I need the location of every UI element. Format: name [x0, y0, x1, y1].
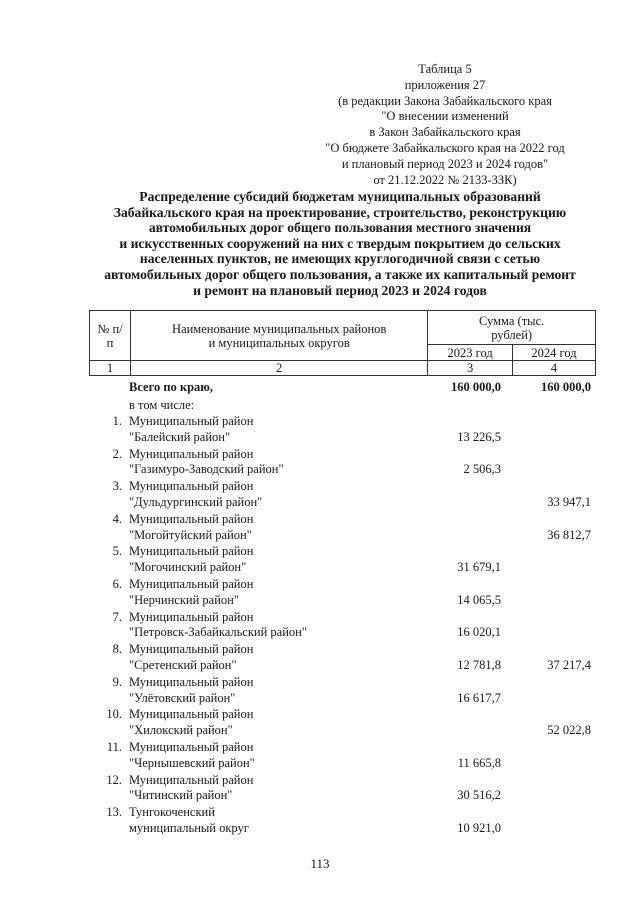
- row-number: 9.: [112, 674, 122, 689]
- table-body: [100, 380, 596, 835]
- row-number: 6.: [112, 576, 122, 591]
- row-2024: 52 022,8: [547, 723, 591, 738]
- title-line: Распределение субсидий бюджетам муниципальных образований: [139, 189, 541, 204]
- row-name-line1: Муниципальный район: [129, 707, 254, 722]
- table-row: [100, 642, 596, 675]
- row-name-line2: "Хилокский район": [129, 723, 233, 738]
- row-2023: 10 921,0: [457, 820, 501, 835]
- table-row: [100, 512, 596, 545]
- header-note: [300, 62, 590, 188]
- row-2023: 30 516,2: [457, 788, 501, 803]
- row-name-line2: "Петровск-Забайкальский район": [129, 625, 307, 640]
- total-row: [100, 380, 596, 398]
- row-2023: 31 679,1: [457, 560, 501, 575]
- row-name-line1: Муниципальный район: [129, 414, 254, 428]
- row-name-line1: Муниципальный район: [129, 479, 254, 494]
- row-name-line1: Тунгокоченский: [129, 805, 215, 820]
- header-name: Наименование муниципальных районов и муниципальных округов: [131, 311, 428, 361]
- header-note-line: приложения 27: [404, 77, 486, 92]
- header-note-line: (в редакции Закона Забайкальского края: [338, 93, 552, 108]
- row-2023: 12 781,8: [457, 657, 501, 672]
- row-name-line2: "Дульдургинский район": [129, 494, 263, 509]
- table-row: [100, 544, 596, 577]
- col-number: 3: [428, 361, 513, 376]
- row-name-line1: Муниципальный район: [129, 446, 254, 461]
- row-number: 13.: [106, 805, 122, 820]
- row-name-line1: Муниципальный район: [129, 674, 254, 689]
- header-year-2024: 2024 год: [513, 345, 596, 361]
- col-number: 4: [513, 361, 596, 376]
- table-row: [100, 773, 596, 806]
- row-number: 3.: [112, 479, 122, 494]
- row-name-line1: Муниципальный район: [129, 511, 254, 526]
- header-sum: Сумма (тыс. рублей): [428, 311, 596, 345]
- row-2023: 14 065,5: [457, 592, 501, 607]
- row-2023: 11 665,8: [457, 755, 501, 770]
- row-name-line2: "Могойтуйский район": [129, 527, 252, 542]
- header-note-line: Таблица 5: [418, 62, 472, 76]
- col-number: 2: [131, 361, 428, 376]
- header-note-line: "О бюджете Забайкальского края на 2022 год: [325, 140, 565, 155]
- subhead: в том числе:: [129, 398, 195, 412]
- page-number: 113: [310, 856, 330, 871]
- title-line: и искусственных сооружений на них с твердым покрытием до сельских: [119, 235, 561, 251]
- header-num: № п/п: [90, 311, 131, 361]
- row-name-line1: Муниципальный район: [129, 544, 254, 559]
- table-row: [100, 805, 596, 838]
- row-2024: 36 812,7: [547, 527, 591, 542]
- table-row: [100, 577, 596, 610]
- row-name-line2: "Сретенский район": [129, 657, 237, 672]
- title-line: населенных пунктов, не имеющих круглогодичной связи с сетью: [139, 251, 541, 267]
- row-name-line2: "Улётовский район": [129, 690, 236, 705]
- row-number: 2.: [112, 446, 122, 461]
- row-name-line1: Муниципальный район: [129, 642, 254, 657]
- row-number: 5.: [112, 544, 122, 559]
- table-row: [100, 675, 596, 708]
- row-name-line2: "Могочинский район": [129, 560, 247, 575]
- row-number: 12.: [106, 772, 122, 787]
- row-2024: 37 217,4: [547, 657, 591, 672]
- total-2023: 160 000,0: [451, 380, 501, 394]
- row-2023: 2 506,3: [463, 462, 501, 477]
- row-name-line2: "Чернышевский район": [129, 755, 255, 770]
- title-line: Забайкальского края на проектирование, строительство, реконструкцию: [113, 204, 567, 220]
- row-2023: 16 020,1: [457, 625, 501, 640]
- table-row: [100, 479, 596, 512]
- table-row: [100, 610, 596, 643]
- table-row: [100, 707, 596, 740]
- table-row: [100, 447, 596, 480]
- row-name-line1: Муниципальный район: [129, 739, 254, 754]
- row-number: 8.: [112, 642, 122, 657]
- row-2024: 33 947,1: [547, 494, 591, 509]
- header-note-line: в Закон Забайкальского края: [369, 125, 521, 140]
- row-number: 1.: [112, 414, 122, 428]
- title-line: автомобильных дорог общего пользования местного значения: [148, 220, 532, 236]
- document-title: [92, 189, 588, 298]
- table-header: [89, 310, 596, 376]
- title-line: автомобильных дорог общего пользования, а также их капитальный ремонт: [104, 266, 576, 282]
- row-number: 4.: [112, 511, 122, 526]
- row-number: 10.: [106, 707, 122, 722]
- row-name-line2: "Балейский район": [129, 429, 231, 444]
- row-number: 11.: [106, 739, 122, 754]
- row-name-line2: "Читинский район": [129, 788, 233, 803]
- row-name-line2: "Газимуро-Заводский район": [129, 462, 284, 477]
- row-name-line1: Муниципальный район: [129, 576, 254, 591]
- header-note-line: от 21.12.2022 № 2133-ЗЗК): [373, 172, 517, 187]
- title-line: и ремонт на плановый период 2023 и 2024 годов: [193, 282, 487, 298]
- col-number: 1: [90, 361, 131, 376]
- row-name-line2: "Нерчинский район": [129, 592, 239, 607]
- total-2024: 160 000,0: [541, 380, 591, 394]
- row-2023: 13 226,5: [457, 429, 501, 444]
- total-label: Всего по краю,: [129, 380, 213, 394]
- row-name-line1: Муниципальный район: [129, 772, 254, 787]
- row-name-line2: муниципальный округ: [129, 820, 249, 835]
- header-note-line: "О внесении изменений: [381, 109, 509, 124]
- row-number: 7.: [112, 609, 122, 624]
- header-year-2023: 2023 год: [428, 345, 513, 361]
- entries: [100, 414, 596, 838]
- table-row: [100, 414, 596, 447]
- row-2023: 16 617,7: [457, 690, 501, 705]
- table-row: [100, 740, 596, 773]
- row-name-line1: Муниципальный район: [129, 609, 254, 624]
- header-note-line: и плановый период 2023 и 2024 годов": [341, 156, 549, 171]
